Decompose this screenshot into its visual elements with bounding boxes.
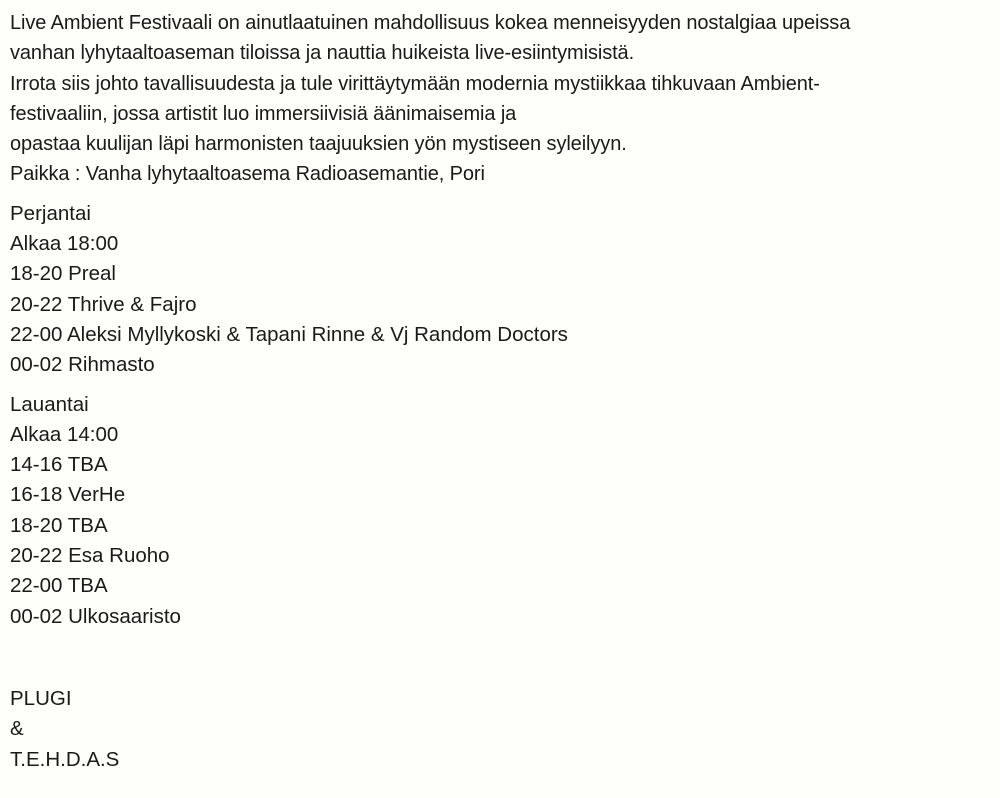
intro-line: festivaaliin, jossa artistit luo immersiivisiä äänimaisemia ja xyxy=(10,102,517,125)
friday-schedule xyxy=(10,199,990,381)
schedule-slot: 16-18 VerHe xyxy=(10,483,126,507)
schedule-slot: 00-02 Rihmasto xyxy=(10,353,155,377)
schedule-slot: 18-20 TBA xyxy=(10,513,108,537)
intro-line: Irrota siis johto tavallisuudesta ja tule virittäytymään modernia mystiikkaa tihkuvaan Ambient- xyxy=(10,72,820,95)
schedule-slot: 18-20 Preal xyxy=(10,262,116,286)
schedule-slot: 22-00 TBA xyxy=(10,574,108,598)
venue-line: Paikka : Vanha lyhytaaltoasema Radioasemantie, Pori xyxy=(10,163,485,186)
schedule-slot: 20-22 Thrive & Fajro xyxy=(10,292,197,316)
organizers xyxy=(10,684,990,775)
schedule-slot: 20-22 Esa Ruoho xyxy=(10,544,170,568)
day-heading: Perjantai xyxy=(10,201,91,225)
intro-line: opastaa kuulijan läpi harmonisten taajuuksien yön mystiseen syleilyyn. xyxy=(10,133,627,156)
organizer-name: T.E.H.D.A.S xyxy=(10,747,120,771)
event-post xyxy=(10,8,990,775)
intro-line: Live Ambient Festivaali on ainutlaatuinen mahdollisuus kokea menneisyyden nostalgiaa upeissa xyxy=(10,12,851,34)
saturday-schedule xyxy=(10,390,990,632)
intro-text xyxy=(10,8,990,190)
schedule-slot: 22-00 Aleksi Myllykoski & Tapani Rinne & Vj Random Doctors xyxy=(10,322,568,346)
day-heading: Lauantai xyxy=(10,392,89,416)
start-time: Alkaa 18:00 xyxy=(10,232,119,256)
schedule-slot: 00-02 Ulkosaaristo xyxy=(10,604,181,628)
schedule-slot: 14-16 TBA xyxy=(10,453,108,477)
organizer-ampersand: & xyxy=(10,717,24,741)
intro-line: vanhan lyhytaaltoaseman tiloissa ja nauttia huikeista live-esiintymisistä. xyxy=(10,42,635,65)
start-time: Alkaa 14:00 xyxy=(10,422,119,446)
organizer-name: PLUGI xyxy=(10,686,72,710)
